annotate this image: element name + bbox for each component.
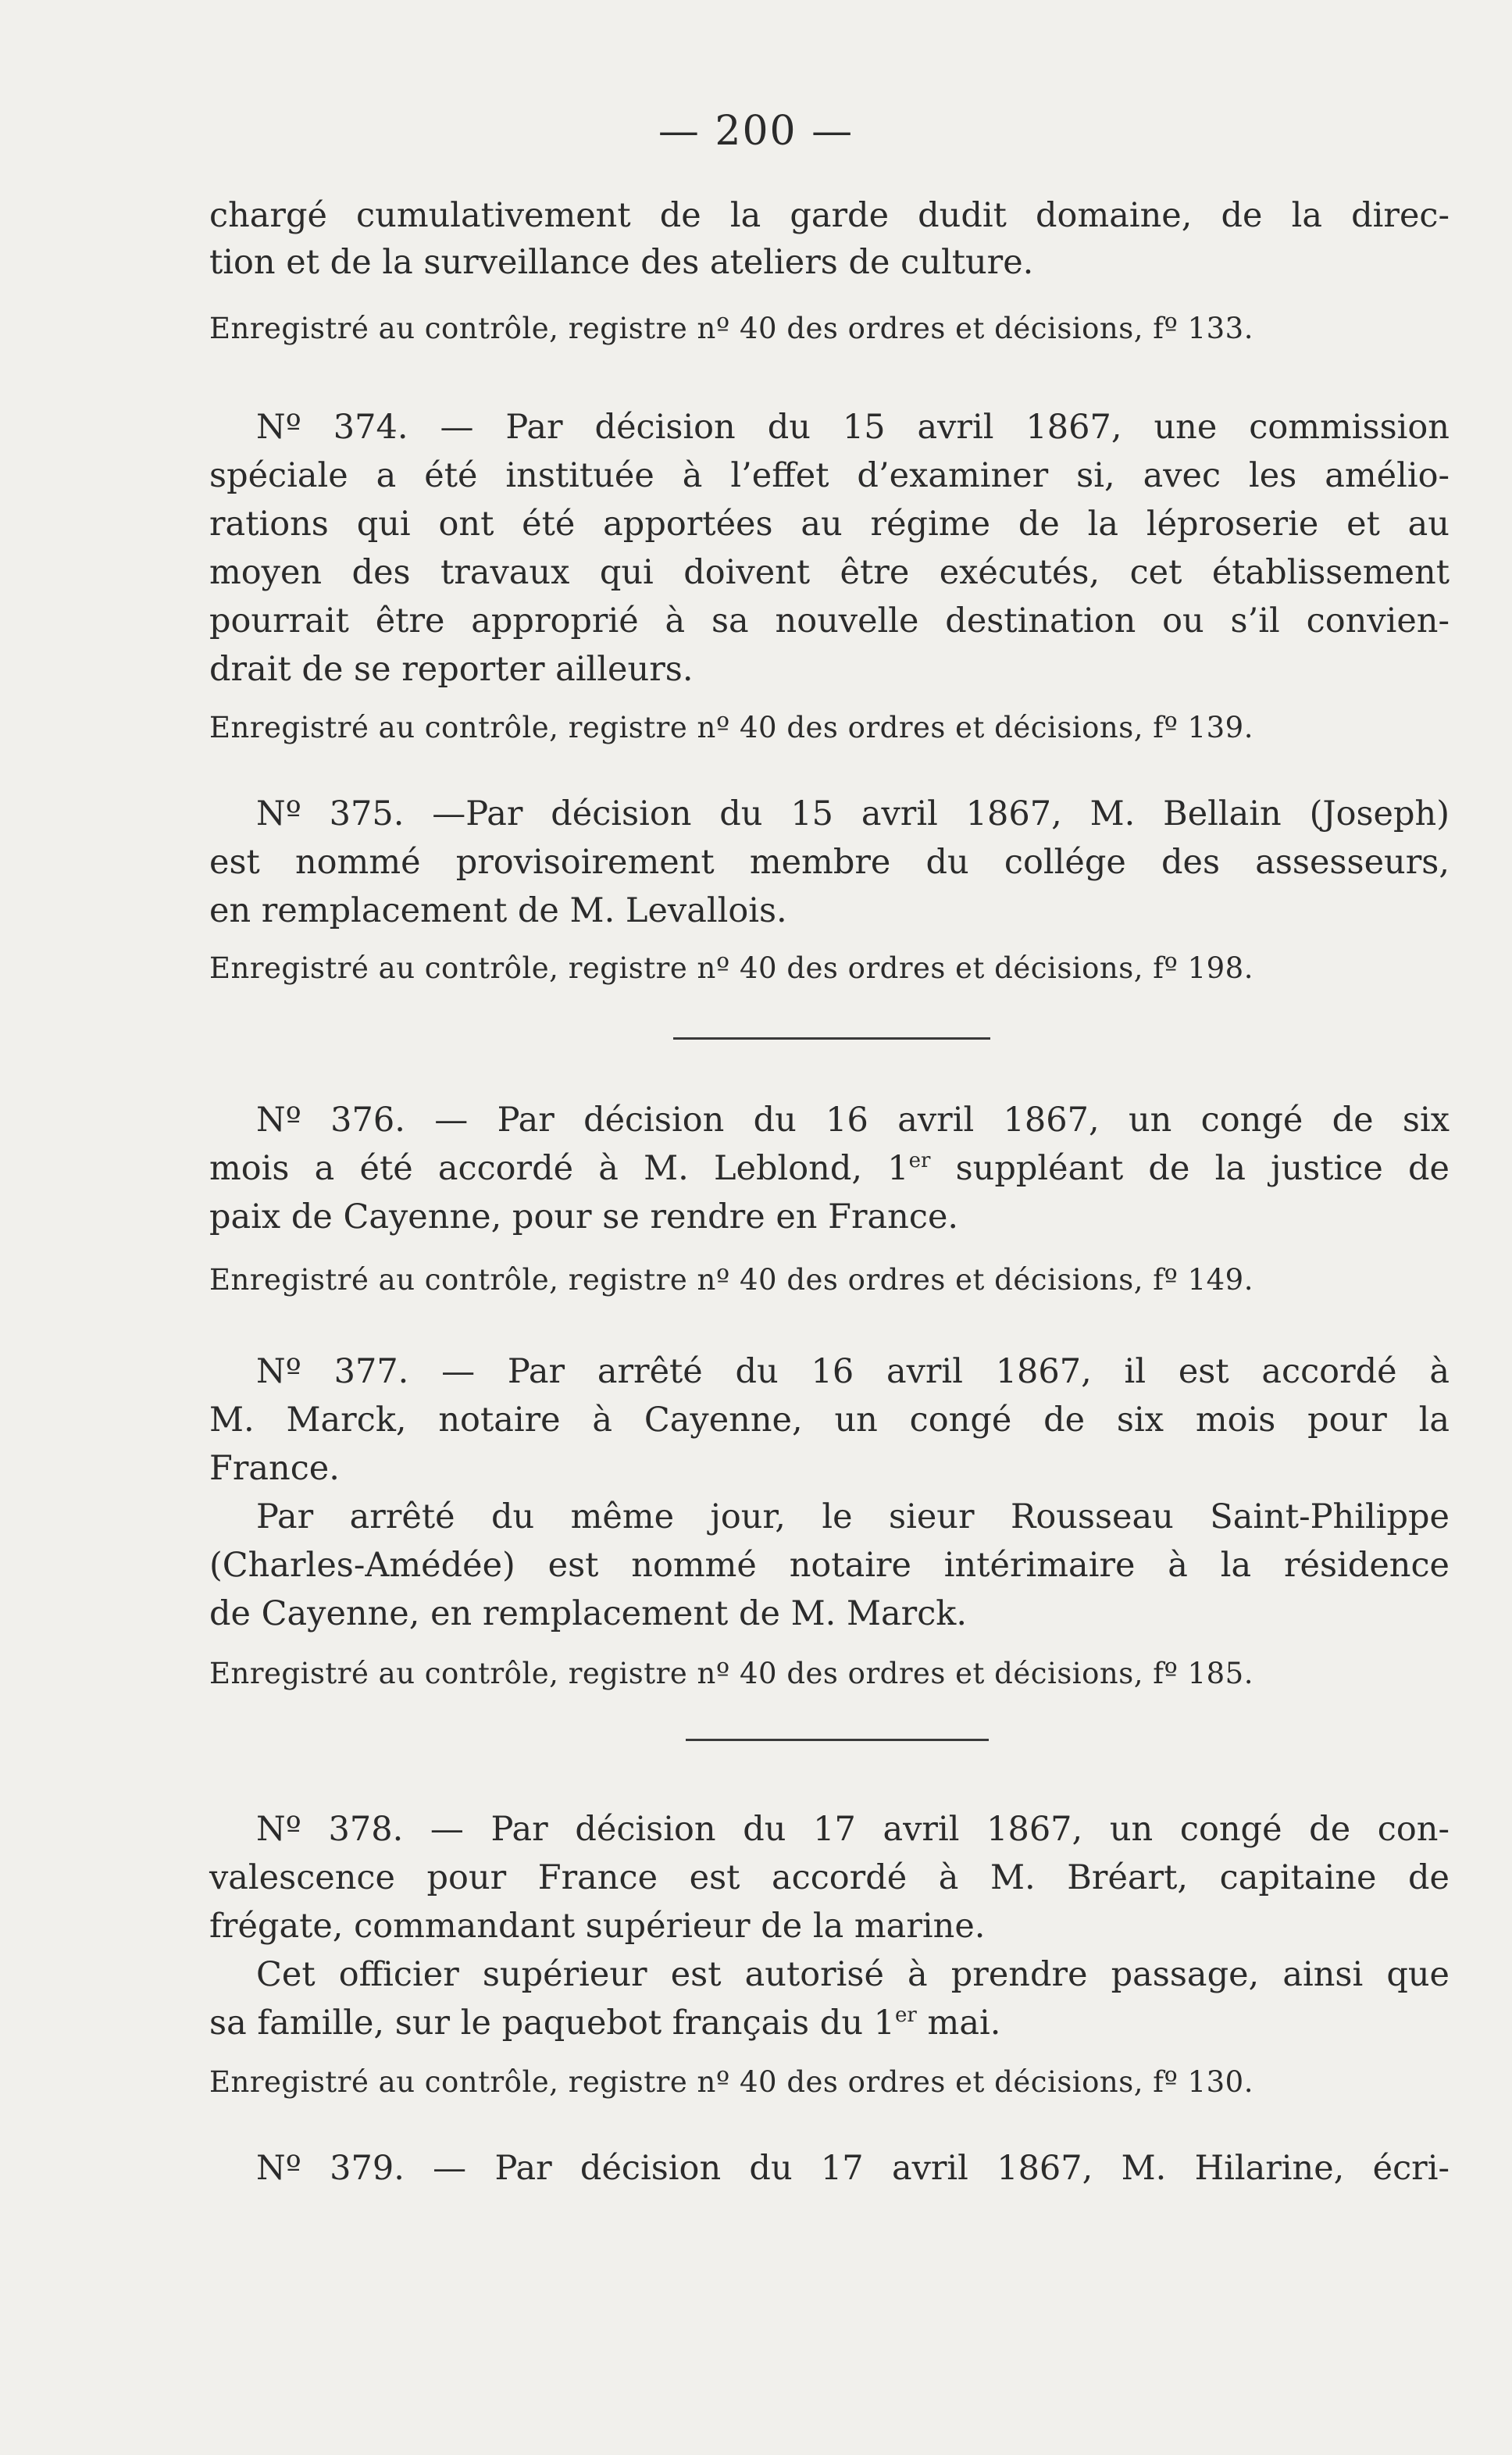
text-line: en remplacement de M. Levallois. <box>209 891 787 930</box>
section-divider <box>673 1037 990 1040</box>
text-line: chargé cumulativement de la garde dudit domaine, de la direc- <box>209 196 1450 235</box>
text-line: moyen des travaux qui doivent être exécutés, cet établissement <box>209 553 1450 592</box>
text-line: drait de se reporter ailleurs. <box>209 650 694 689</box>
text-line: Nº 378. — Par décision du 17 avril 1867, un congé de con- <box>256 1810 1450 1849</box>
text-line: Par arrêté du même jour, le sieur Rousseau Saint-Philippe <box>256 1497 1450 1536</box>
text-line: Nº 377. — Par arrêté du 16 avril 1867, il est accordé à <box>256 1352 1450 1391</box>
registration-note: Enregistré au contrôle, registre nº 40 des ordres et décisions, fº 130. <box>209 2065 1253 2099</box>
registration-note: Enregistré au contrôle, registre nº 40 des ordres et décisions, fº 139. <box>209 711 1253 744</box>
text-line: (Charles-Amédée) est nommé notaire intérimaire à la résidence <box>209 1546 1450 1585</box>
section-divider <box>686 1739 989 1741</box>
registration-note: Enregistré au contrôle, registre nº 40 des ordres et décisions, fº 149. <box>209 1263 1253 1297</box>
registration-note: Enregistré au contrôle, registre nº 40 des ordres et décisions, fº 198. <box>209 951 1253 985</box>
text-line: Nº 376. — Par décision du 16 avril 1867, un congé de six <box>256 1101 1450 1140</box>
superscript: er <box>908 1149 931 1172</box>
text-line-with-superscript <box>209 1145 1450 1192</box>
page-number: — 200 — <box>658 108 854 155</box>
text-line: est nommé provisoirement membre du collége des assesseurs, <box>209 843 1450 882</box>
text-line: valescence pour France est accordé à M. Bréart, capitaine de <box>209 1858 1450 1897</box>
registration-note: Enregistré au contrôle, registre nº 40 des ordres et décisions, fº 133. <box>209 312 1253 345</box>
registration-note: Enregistré au contrôle, registre nº 40 des ordres et décisions, fº 185. <box>209 1657 1253 1690</box>
text-line: de Cayenne, en remplacement de M. Marck. <box>209 1594 968 1633</box>
superscript: er <box>895 2004 917 2027</box>
text-line: tion et de la surveillance des ateliers de culture. <box>209 243 1034 282</box>
text-line: frégate, commandant supérieur de la marine. <box>209 1907 986 1946</box>
text-segment: suppléant de la justice de <box>930 1149 1450 1188</box>
text-line: rations qui ont été apportées au régime de la léproserie et au <box>209 505 1450 544</box>
text-line: spéciale a été instituée à l’effet d’examiner si, avec les amélio- <box>209 456 1450 495</box>
text-line: paix de Cayenne, pour se rendre en France. <box>209 1197 959 1236</box>
text-line: Cet officier supérieur est autorisé à prendre passage, ainsi que <box>256 1955 1450 1994</box>
text-line: France. <box>209 1449 340 1488</box>
text-line: Nº 375. —Par décision du 15 avril 1867, M. Bellain (Joseph) <box>256 794 1450 833</box>
text-line: pourrait être approprié à sa nouvelle destination ou s’il convien- <box>209 601 1450 641</box>
text-segment: sa famille, sur le paquebot français du 1 <box>209 2004 896 2043</box>
text-segment: mois a été accordé à M. Leblond, 1 <box>209 1149 909 1188</box>
text-line: Nº 379. — Par décision du 17 avril 1867, M. Hilarine, écri- <box>256 2149 1450 2188</box>
text-line-with-superscript <box>209 2000 1450 2046</box>
text-segment: mai. <box>916 2004 1001 2043</box>
text-line: Nº 374. — Par décision du 15 avril 1867, une commission <box>256 408 1450 447</box>
text-line: M. Marck, notaire à Cayenne, un congé de six mois pour la <box>209 1401 1450 1440</box>
